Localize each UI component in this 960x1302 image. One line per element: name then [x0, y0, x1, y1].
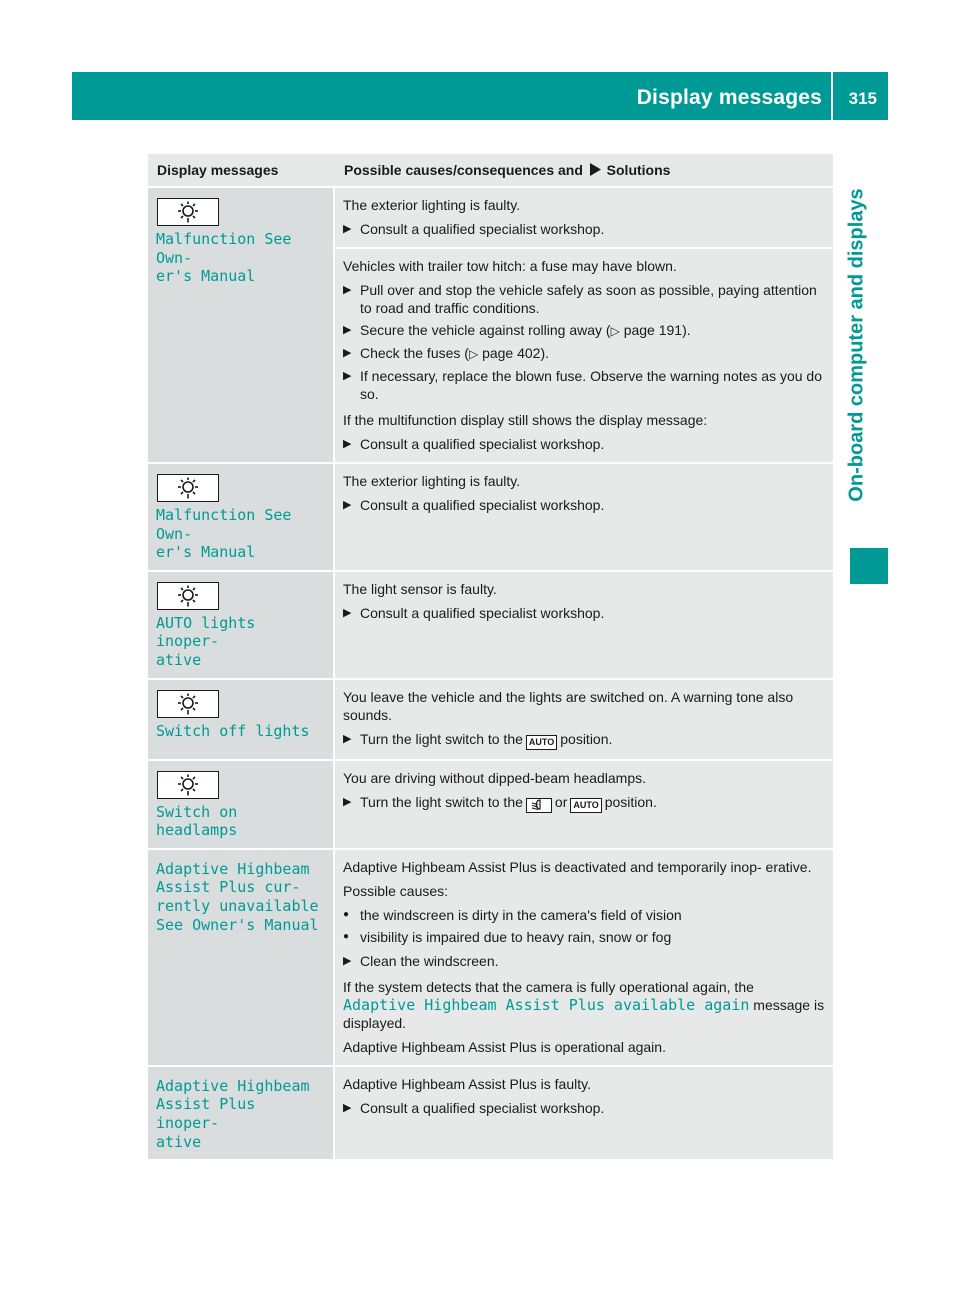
step-arrow-icon: ▶ — [343, 347, 352, 359]
auto-switch-symbol: AUTO — [526, 735, 557, 750]
table-row — [148, 188, 833, 464]
bullet-icon: ● — [343, 930, 350, 942]
step-arrow-icon: ▶ — [343, 223, 352, 235]
possible-causes-label: Possible causes: — [343, 882, 449, 899]
section-marker-block — [850, 548, 888, 584]
solution-block — [335, 1067, 833, 1126]
exterior-light-icon — [157, 198, 219, 226]
solution-block — [335, 464, 833, 523]
table-row — [148, 464, 833, 572]
page-number: 315 — [848, 89, 877, 108]
solution-cell — [335, 464, 833, 570]
step-arrow-icon: ▶ — [343, 795, 352, 808]
solution-cell — [335, 188, 833, 462]
cause-text: The light sensor is faulty. — [343, 580, 497, 597]
solution-step: ▶ Consult a qualified specialist workshop. — [343, 1099, 605, 1116]
section-side-label-text: On-board computer and displays — [845, 188, 868, 502]
solution-step: ▶ Turn the light switch to the or AUTO position. — [343, 793, 827, 813]
cause-text: Vehicles with trailer tow hitch: a fuse may have blown. — [343, 258, 677, 274]
page-reference-link[interactable]: page 191). — [623, 322, 691, 338]
step-arrow-icon: ▶ — [343, 732, 352, 745]
step-arrow-icon: ▶ — [343, 606, 352, 619]
solution-cell — [335, 1067, 833, 1159]
display-message-text: Malfunction See Own‐ er's Manual — [156, 230, 292, 286]
solution-step: ▶ Pull over and stop the vehicle safely as soon as possible, paying attention to road and traffic conditions. — [343, 282, 817, 316]
low-beam-icon — [526, 798, 552, 813]
solution-block — [335, 572, 833, 631]
display-message-text: Adaptive Highbeam Assist Plus inoper‐ ative — [156, 1076, 310, 1151]
step-arrow-icon: ▶ — [343, 1101, 352, 1114]
exterior-light-icon — [157, 474, 219, 502]
header-divider — [831, 72, 833, 120]
table-row — [148, 680, 833, 761]
table-row — [148, 572, 833, 680]
step-arrow-icon: ▶ — [343, 954, 352, 967]
solution-step: ▶ Check the fuses (▷ page 402). — [343, 345, 550, 361]
column-header-prefix: Possible causes/consequences and — [344, 162, 583, 178]
solution-block — [335, 761, 833, 822]
display-message-text: Adaptive Highbeam Assist Plus cur‐ rently unavailable See Owner's Manual — [156, 859, 319, 934]
display-message-cell — [148, 761, 335, 848]
condition-text: If the multifunction display still shows the display message: — [343, 412, 708, 428]
exterior-light-icon — [157, 690, 219, 718]
cause-bullet: ● the windscreen is dirty in the camera's field of vision — [343, 906, 682, 923]
display-messages-table — [148, 154, 833, 1159]
solution-cell — [335, 761, 833, 848]
solution-step: ▶ Secure the vehicle against rolling away (▷ page 191). — [343, 322, 691, 338]
auto-switch-symbol: AUTO — [570, 798, 601, 813]
solution-block — [335, 680, 833, 759]
solution-step: ▶ Turn the light switch to the AUTO position. — [343, 730, 827, 750]
solution-cell — [335, 680, 833, 759]
display-message-cell — [148, 1067, 335, 1159]
column-header-causes-solutions — [335, 154, 833, 186]
cause-text: You are driving without dipped-beam headlamps. — [343, 769, 647, 786]
solution-cell — [335, 850, 833, 1065]
table-header — [148, 154, 833, 188]
display-message-text: Switch on headlamps — [156, 802, 238, 840]
inline-display-message: Adaptive Highbeam Assist Plus available again — [343, 995, 750, 1014]
step-arrow-icon: ▶ — [343, 324, 352, 336]
display-message-text: Malfunction See Own‐ er's Manual — [156, 506, 292, 562]
page-header-bar — [72, 72, 888, 120]
cause-bullet: ● visibility is impaired due to heavy rain, snow or fog — [343, 928, 672, 945]
solution-cell — [335, 572, 833, 678]
cause-text: Adaptive Highbeam Assist Plus is deactivated and temporarily inop‐ erative. — [343, 858, 812, 875]
display-message-text: Switch off lights — [156, 721, 310, 740]
solution-block — [335, 188, 833, 247]
solution-block — [335, 850, 833, 1065]
display-message-cell — [148, 680, 335, 759]
status-text: Adaptive Highbeam Assist Plus is operational again. — [343, 1038, 666, 1055]
page-ref-arrow-icon: ▷ — [610, 324, 620, 338]
table-row — [148, 1067, 833, 1159]
section-side-label — [837, 160, 877, 530]
page-ref-arrow-icon: ▷ — [468, 347, 479, 361]
column-header-suffix: Solutions — [606, 162, 671, 178]
solution-block — [335, 247, 833, 462]
step-arrow-icon: ▶ — [343, 370, 352, 382]
page-reference-link[interactable]: page 402). — [482, 345, 550, 361]
step-arrow-icon: ▶ — [343, 499, 352, 511]
table-row — [148, 761, 833, 850]
play-arrow-icon — [590, 155, 601, 187]
solution-step: ▶ Consult a qualified specialist workshop. — [343, 497, 605, 513]
solution-step: ▶ Clean the windscreen. — [343, 952, 499, 969]
solution-step: ▶ Consult a qualified specialist workshop. — [343, 604, 605, 621]
cause-text: The exterior lighting is faulty. — [343, 197, 521, 213]
table-row — [148, 850, 833, 1067]
display-message-cell — [148, 188, 335, 462]
exterior-light-icon — [157, 771, 219, 799]
solution-step: ▶ Consult a qualified specialist workshop. — [343, 221, 605, 237]
cause-text: Adaptive Highbeam Assist Plus is faulty. — [343, 1075, 591, 1092]
display-message-cell — [148, 464, 335, 570]
display-message-cell — [148, 572, 335, 678]
column-header-display-messages: Display messages — [157, 162, 279, 178]
display-message-cell — [148, 850, 335, 1065]
solution-step: ▶ Consult a qualified specialist workshop. — [343, 436, 605, 452]
solution-step: ▶ If necessary, replace the blown fuse. Observe the warning notes as you do so. — [343, 368, 822, 402]
step-arrow-icon: ▶ — [343, 284, 352, 296]
exterior-light-icon — [157, 582, 219, 610]
step-arrow-icon: ▶ — [343, 438, 352, 450]
display-message-text: AUTO lights inoper‐ ative — [156, 613, 256, 669]
bullet-icon: ● — [343, 908, 350, 920]
cause-text: The exterior lighting is faulty. — [343, 473, 521, 489]
page-title: Display messages — [636, 86, 822, 109]
status-text: If the system detects that the camera is fully operational again, the Adaptive Highbeam Assist Plus available again message is displayed. — [343, 978, 825, 1031]
cause-text: You leave the vehicle and the lights are switched on. A warning tone also sounds. — [343, 688, 794, 723]
